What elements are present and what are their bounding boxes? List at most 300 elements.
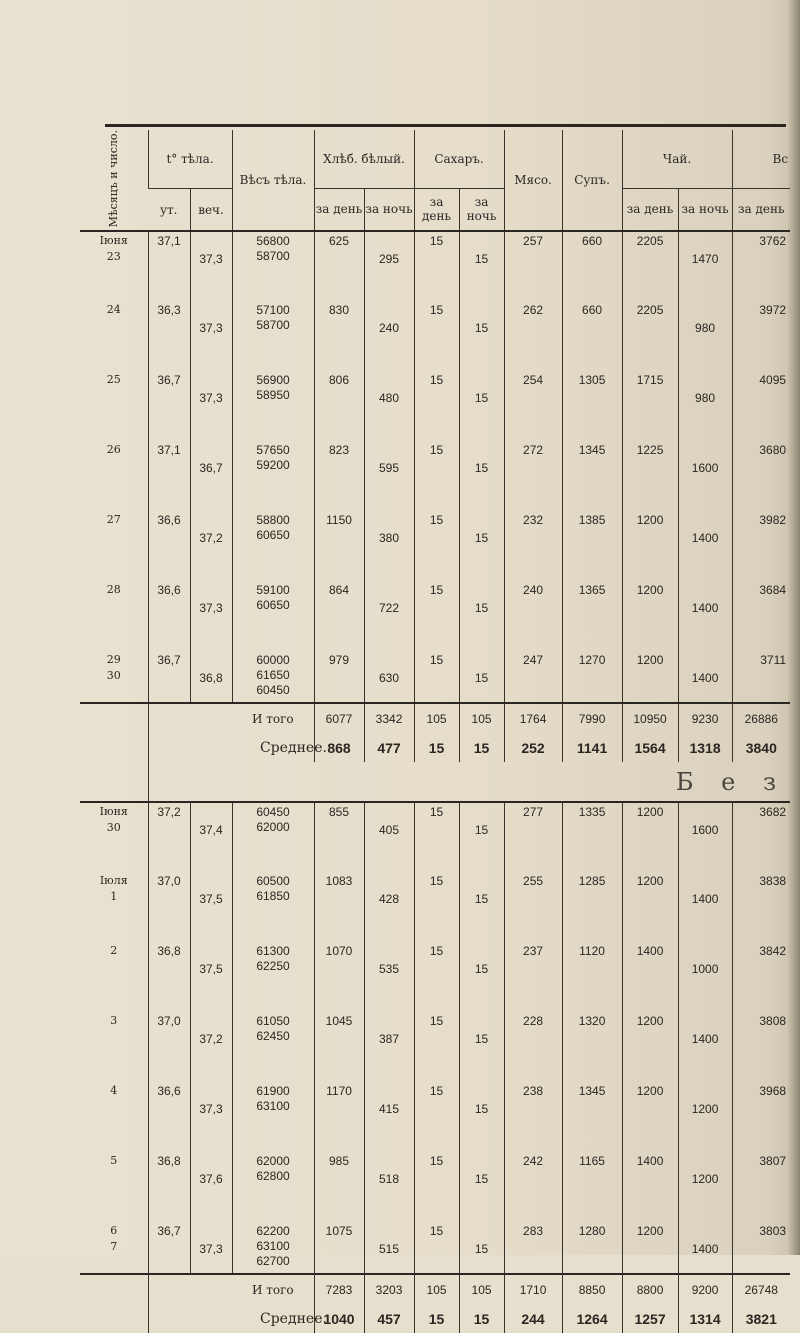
sugar-night-cell: 15 xyxy=(459,581,504,651)
date-cell: Іюня 23 xyxy=(99,234,128,264)
date-cell: 27 xyxy=(106,513,121,527)
col-temp: t° тѣла. xyxy=(148,130,232,188)
sugar-day-average: 15 xyxy=(414,734,459,762)
sugar-day-average: 15 xyxy=(414,1305,459,1333)
bread-night-cell: 480 xyxy=(364,371,414,441)
weight-value: 60450 xyxy=(256,805,290,820)
sugar-night-cell: 15 xyxy=(459,231,504,301)
temp-evening-cell: 37,3 xyxy=(190,371,232,441)
bread-day-cell: 1075 xyxy=(314,1222,364,1274)
tea-day-cell: 1200 xyxy=(622,651,678,703)
weight-value: 61900 xyxy=(256,1084,290,1099)
sugar-night-cell: 15 xyxy=(459,301,504,371)
tea-night-cell: 1400 xyxy=(678,511,732,581)
temp-evening-cell: 37,3 xyxy=(190,581,232,651)
table-row xyxy=(80,1152,790,1222)
col-sugar-day: за день xyxy=(414,188,459,231)
water-day-cell: 3762 xyxy=(732,231,790,301)
tea-night-cell: 980 xyxy=(678,301,732,371)
sugar-night-cell: 15 xyxy=(459,1082,504,1152)
table-row xyxy=(80,802,790,872)
date-cell: 24 xyxy=(106,303,121,317)
bread-night-cell: 515 xyxy=(364,1222,414,1274)
sugar-night-cell: 15 xyxy=(459,441,504,511)
bread-night-total: 3203 xyxy=(364,1274,414,1305)
meat-cell: 277 xyxy=(504,802,562,872)
tea-day-cell: 1225 xyxy=(622,441,678,511)
empty-cell xyxy=(80,703,148,734)
empty-cell xyxy=(80,734,148,762)
temp-morning-cell: 36,8 xyxy=(148,942,190,1012)
tea-day-cell: 1200 xyxy=(622,581,678,651)
sugar-night-average: 15 xyxy=(459,734,504,762)
soup-total: 7990 xyxy=(562,703,622,734)
meat-cell: 237 xyxy=(504,942,562,1012)
sugar-night-cell: 15 xyxy=(459,371,504,441)
temp-evening-cell: 37,3 xyxy=(190,231,232,301)
weight-value: 61850 xyxy=(256,889,290,904)
meat-average: 244 xyxy=(504,1305,562,1333)
tea-day-cell: 1200 xyxy=(622,802,678,872)
total-label: И того xyxy=(190,1274,314,1305)
temp-evening-cell: 37,3 xyxy=(190,1222,232,1274)
meat-cell: 283 xyxy=(504,1222,562,1274)
tea-night-cell: 1470 xyxy=(678,231,732,301)
table-row xyxy=(80,231,790,301)
total-row xyxy=(80,703,790,734)
weight-value: 61050 xyxy=(256,1014,290,1029)
sugar-day-cell: 15 xyxy=(414,651,459,703)
temp-morning-cell: 36,7 xyxy=(148,1222,190,1274)
temp-morning-cell: 36,3 xyxy=(148,301,190,371)
tea-night-cell: 1400 xyxy=(678,581,732,651)
tea-night-average: 1314 xyxy=(678,1305,732,1333)
date-cell: 29 30 xyxy=(106,653,121,683)
weight-cell xyxy=(232,301,314,371)
total-label: И того xyxy=(190,703,314,734)
sugar-day-total: 105 xyxy=(414,703,459,734)
weight-value: 62800 xyxy=(256,1169,290,1184)
weight-value: 62000 xyxy=(256,1154,290,1169)
meat-cell: 238 xyxy=(504,1082,562,1152)
bread-night-cell: 518 xyxy=(364,1152,414,1222)
date-cell: 28 xyxy=(106,583,121,597)
bread-night-cell: 415 xyxy=(364,1082,414,1152)
weight-cell xyxy=(232,651,314,703)
col-bread: Хлѣб. бѣлый. xyxy=(314,130,414,188)
tea-day-average: 1257 xyxy=(622,1305,678,1333)
tea-day-total: 10950 xyxy=(622,703,678,734)
average-label: Среднее. xyxy=(260,740,327,757)
bread-day-total: 6077 xyxy=(314,703,364,734)
temp-morning-cell: 37,0 xyxy=(148,872,190,942)
weight-value: 58950 xyxy=(256,388,290,403)
empty-cell xyxy=(80,1274,148,1305)
water-day-cell: 3680 xyxy=(732,441,790,511)
temp-evening-cell: 37,2 xyxy=(190,1012,232,1082)
meat-cell: 228 xyxy=(504,1012,562,1082)
empty-cell xyxy=(148,703,190,734)
water-day-cell: 3682 xyxy=(732,802,790,872)
bread-day-cell: 864 xyxy=(314,581,364,651)
bread-day-cell: 985 xyxy=(314,1152,364,1222)
col-bread-night: за ночь xyxy=(364,188,414,231)
weight-value: 60000 xyxy=(256,653,290,668)
weight-value: 63100 xyxy=(256,1099,290,1114)
tea-day-cell: 1200 xyxy=(622,511,678,581)
tea-day-cell: 1200 xyxy=(622,1012,678,1082)
water-day-average: 3821 xyxy=(732,1305,790,1333)
sugar-night-total: 105 xyxy=(459,703,504,734)
date-cell: 2 xyxy=(110,944,118,958)
tea-day-cell: 1400 xyxy=(622,942,678,1012)
bread-night-cell: 240 xyxy=(364,301,414,371)
col-water-day: за день xyxy=(732,188,790,231)
bread-night-cell: 387 xyxy=(364,1012,414,1082)
sugar-night-total: 105 xyxy=(459,1274,504,1305)
sugar-day-cell: 15 xyxy=(414,942,459,1012)
date-cell: 4 xyxy=(110,1084,118,1098)
date-cell: 3 xyxy=(110,1014,118,1028)
weight-cell xyxy=(232,371,314,441)
bread-day-cell: 806 xyxy=(314,371,364,441)
weight-cell xyxy=(232,1152,314,1222)
temp-evening-cell: 37,4 xyxy=(190,802,232,872)
temp-morning-cell: 36,6 xyxy=(148,1082,190,1152)
weight-cell xyxy=(232,511,314,581)
tea-night-cell: 980 xyxy=(678,371,732,441)
soup-cell: 1345 xyxy=(562,1082,622,1152)
date-cell: 5 xyxy=(110,1154,118,1168)
sugar-night-cell: 15 xyxy=(459,511,504,581)
temp-evening-cell: 36,8 xyxy=(190,651,232,703)
tea-night-average: 1318 xyxy=(678,734,732,762)
weight-value: 62250 xyxy=(256,959,290,974)
weight-cell xyxy=(232,1222,314,1274)
weight-value: 61300 xyxy=(256,944,290,959)
table-row xyxy=(80,581,790,651)
sugar-day-cell: 15 xyxy=(414,231,459,301)
tea-night-cell: 1400 xyxy=(678,872,732,942)
soup-cell: 1345 xyxy=(562,441,622,511)
weight-value: 60500 xyxy=(256,874,290,889)
meat-cell: 255 xyxy=(504,872,562,942)
sugar-night-average: 15 xyxy=(459,1305,504,1333)
tea-night-cell: 1200 xyxy=(678,1082,732,1152)
bread-day-cell: 1083 xyxy=(314,872,364,942)
temp-morning-cell: 36,6 xyxy=(148,581,190,651)
tea-day-cell: 2205 xyxy=(622,231,678,301)
bread-day-cell: 1150 xyxy=(314,511,364,581)
weight-value: 58700 xyxy=(256,318,290,333)
temp-evening-cell: 37,5 xyxy=(190,872,232,942)
tea-day-cell: 1200 xyxy=(622,872,678,942)
weight-value: 56900 xyxy=(256,373,290,388)
soup-cell: 1320 xyxy=(562,1012,622,1082)
weight-value: 62200 xyxy=(256,1224,290,1239)
bread-day-total: 7283 xyxy=(314,1274,364,1305)
tea-night-cell: 1400 xyxy=(678,1222,732,1274)
weight-value: 60450 xyxy=(256,683,290,698)
weight-value: 62450 xyxy=(256,1029,290,1044)
temp-evening-cell: 37,2 xyxy=(190,511,232,581)
bread-night-cell: 380 xyxy=(364,511,414,581)
water-day-cell: 3982 xyxy=(732,511,790,581)
table-row xyxy=(80,872,790,942)
date-cell: 25 xyxy=(106,373,121,387)
weight-cell xyxy=(232,872,314,942)
divider-row xyxy=(80,762,790,802)
weight-cell xyxy=(232,581,314,651)
soup-cell: 1280 xyxy=(562,1222,622,1274)
col-water: Вс xyxy=(732,130,790,188)
tea-day-cell: 1400 xyxy=(622,1152,678,1222)
date-cell: Іюня 30 xyxy=(80,802,148,872)
data-table xyxy=(80,130,790,1333)
water-day-cell: 3972 xyxy=(732,301,790,371)
empty-cell xyxy=(148,1274,190,1305)
tea-night-cell: 1600 xyxy=(678,441,732,511)
temp-evening-cell: 36,7 xyxy=(190,441,232,511)
sugar-day-cell: 15 xyxy=(414,802,459,872)
sugar-night-cell: 15 xyxy=(459,1152,504,1222)
bread-day-cell: 1045 xyxy=(314,1012,364,1082)
table-row xyxy=(80,301,790,371)
weight-cell xyxy=(232,1012,314,1082)
temp-evening-cell: 37,3 xyxy=(190,301,232,371)
average-row xyxy=(80,734,790,762)
col-sugar-night: за ночь xyxy=(459,188,504,231)
sugar-night-cell: 15 xyxy=(459,872,504,942)
tea-day-average: 1564 xyxy=(622,734,678,762)
date-cell: 26 xyxy=(106,443,121,457)
tea-night-cell: 1200 xyxy=(678,1152,732,1222)
col-soup: Супъ. xyxy=(562,130,622,231)
meat-cell: 232 xyxy=(504,511,562,581)
soup-cell: 660 xyxy=(562,231,622,301)
meat-cell: 262 xyxy=(504,301,562,371)
bread-night-cell: 630 xyxy=(364,651,414,703)
weight-value: 61650 xyxy=(256,668,290,683)
col-bread-day: за день xyxy=(314,188,364,231)
bread-night-cell: 295 xyxy=(364,231,414,301)
date-cell: 6 7 xyxy=(110,1224,118,1254)
total-row xyxy=(80,1274,790,1305)
temp-morning-cell: 37,1 xyxy=(148,231,190,301)
weight-value: 62700 xyxy=(256,1254,290,1269)
weight-value: 57650 xyxy=(256,443,290,458)
soup-cell: 1305 xyxy=(562,371,622,441)
weight-value: 58700 xyxy=(256,249,290,264)
bread-night-cell: 405 xyxy=(364,802,414,872)
water-day-cell: 3807 xyxy=(732,1152,790,1222)
sugar-day-cell: 15 xyxy=(414,301,459,371)
soup-cell: 1120 xyxy=(562,942,622,1012)
water-day-cell: 3808 xyxy=(732,1012,790,1082)
soup-cell: 1335 xyxy=(562,802,622,872)
weight-value: 57100 xyxy=(256,303,290,318)
temp-evening-cell: 37,6 xyxy=(190,1152,232,1222)
table-row xyxy=(80,441,790,511)
sugar-night-cell: 15 xyxy=(459,942,504,1012)
soup-cell: 1285 xyxy=(562,872,622,942)
soup-cell: 660 xyxy=(562,301,622,371)
sugar-day-cell: 15 xyxy=(414,371,459,441)
meat-cell: 240 xyxy=(504,581,562,651)
soup-cell: 1165 xyxy=(562,1152,622,1222)
sugar-day-cell: 15 xyxy=(414,511,459,581)
table-row xyxy=(80,511,790,581)
col-temp-morning: ут. xyxy=(148,188,190,231)
tea-day-cell: 2205 xyxy=(622,301,678,371)
table-row xyxy=(80,1012,790,1082)
weight-value: 56800 xyxy=(256,234,290,249)
tea-night-total: 9200 xyxy=(678,1274,732,1305)
meat-cell: 257 xyxy=(504,231,562,301)
water-day-average: 3840 xyxy=(732,734,790,762)
sugar-day-cell: 15 xyxy=(414,441,459,511)
bread-day-cell: 1070 xyxy=(314,942,364,1012)
weight-cell xyxy=(232,231,314,301)
bread-night-total: 3342 xyxy=(364,703,414,734)
table-row xyxy=(80,1082,790,1152)
water-day-cell: 3803 xyxy=(732,1222,790,1274)
bread-day-cell: 823 xyxy=(314,441,364,511)
empty-cell xyxy=(80,1305,148,1333)
sugar-day-cell: 15 xyxy=(414,1222,459,1274)
water-day-cell: 3684 xyxy=(732,581,790,651)
weight-value: 62000 xyxy=(256,820,290,835)
soup-average: 1264 xyxy=(562,1305,622,1333)
bread-night-cell: 595 xyxy=(364,441,414,511)
meat-cell: 254 xyxy=(504,371,562,441)
date-cell: Іюля 1 xyxy=(99,874,128,904)
sugar-night-cell: 15 xyxy=(459,802,504,872)
weight-value: 63100 xyxy=(256,1239,290,1254)
sugar-day-cell: 15 xyxy=(414,872,459,942)
table-row xyxy=(80,371,790,441)
bread-day-cell: 1170 xyxy=(314,1082,364,1152)
tea-night-cell: 1000 xyxy=(678,942,732,1012)
empty-cell xyxy=(148,762,190,802)
empty-cell xyxy=(148,734,190,762)
temp-morning-cell: 37,0 xyxy=(148,1012,190,1082)
col-temp-evening: веч. xyxy=(190,188,232,231)
soup-total: 8850 xyxy=(562,1274,622,1305)
bread-day-average: 868 xyxy=(314,734,364,762)
header-rule xyxy=(105,124,786,127)
bread-night-cell: 535 xyxy=(364,942,414,1012)
col-month-day: Мѣсяцъ и число. xyxy=(80,130,148,231)
weight-cell xyxy=(232,802,314,872)
col-tea-day: за день xyxy=(622,188,678,231)
weight-cell xyxy=(232,441,314,511)
meat-average: 252 xyxy=(504,734,562,762)
sugar-day-cell: 15 xyxy=(414,1152,459,1222)
meat-cell: 247 xyxy=(504,651,562,703)
temp-morning-cell: 36,8 xyxy=(148,1152,190,1222)
table-row xyxy=(80,1222,790,1274)
bread-day-cell: 979 xyxy=(314,651,364,703)
temp-morning-cell: 37,2 xyxy=(148,802,190,872)
tea-day-cell: 1200 xyxy=(622,1082,678,1152)
col-tea-night: за ночь xyxy=(678,188,732,231)
bread-night-cell: 722 xyxy=(364,581,414,651)
tea-night-cell: 1400 xyxy=(678,651,732,703)
water-day-total: 26886 xyxy=(732,703,790,734)
meat-cell: 242 xyxy=(504,1152,562,1222)
tea-night-cell: 1600 xyxy=(678,802,732,872)
temp-morning-cell: 36,6 xyxy=(148,511,190,581)
bread-day-cell: 855 xyxy=(314,802,364,872)
sugar-day-cell: 15 xyxy=(414,581,459,651)
weight-value: 60650 xyxy=(256,598,290,613)
average-row xyxy=(80,1305,790,1333)
temp-evening-cell: 37,5 xyxy=(190,942,232,1012)
sugar-day-total: 105 xyxy=(414,1274,459,1305)
table-row xyxy=(80,651,790,703)
bread-night-average: 477 xyxy=(364,734,414,762)
sugar-night-cell: 15 xyxy=(459,1222,504,1274)
col-sugar: Сахаръ. xyxy=(414,130,504,188)
weight-value: 59200 xyxy=(256,458,290,473)
tea-day-cell: 1715 xyxy=(622,371,678,441)
bread-night-average: 457 xyxy=(364,1305,414,1333)
meat-cell: 272 xyxy=(504,441,562,511)
temp-evening-cell: 37,3 xyxy=(190,1082,232,1152)
temp-morning-cell: 36,7 xyxy=(148,651,190,703)
soup-average: 1141 xyxy=(562,734,622,762)
empty-cell xyxy=(80,762,148,802)
col-meat: Мясо. xyxy=(504,130,562,231)
water-day-cell: 3711 xyxy=(732,651,790,703)
water-day-total: 26748 xyxy=(732,1274,790,1305)
col-weight: Вѣсъ тѣла. xyxy=(232,130,314,231)
soup-cell: 1385 xyxy=(562,511,622,581)
bread-day-cell: 625 xyxy=(314,231,364,301)
temp-morning-cell: 37,1 xyxy=(148,441,190,511)
tea-night-cell: 1400 xyxy=(678,1012,732,1082)
weight-value: 59100 xyxy=(256,583,290,598)
weight-value: 58800 xyxy=(256,513,290,528)
bread-night-cell: 428 xyxy=(364,872,414,942)
sugar-night-cell: 15 xyxy=(459,651,504,703)
empty-cell xyxy=(148,1305,190,1333)
water-day-cell: 3842 xyxy=(732,942,790,1012)
tea-night-total: 9230 xyxy=(678,703,732,734)
sugar-day-cell: 15 xyxy=(414,1012,459,1082)
temp-morning-cell: 36,7 xyxy=(148,371,190,441)
weight-cell xyxy=(232,1082,314,1152)
soup-cell: 1270 xyxy=(562,651,622,703)
water-day-cell: 3968 xyxy=(732,1082,790,1152)
bread-day-cell: 830 xyxy=(314,301,364,371)
average-label: Среднее. xyxy=(260,1311,327,1328)
section-divider: Б е з xyxy=(675,767,787,796)
sugar-day-cell: 15 xyxy=(414,1082,459,1152)
weight-cell xyxy=(232,942,314,1012)
soup-cell: 1365 xyxy=(562,581,622,651)
col-tea: Чай. xyxy=(622,130,732,188)
tea-day-cell: 1200 xyxy=(622,1222,678,1274)
meat-total: 1764 xyxy=(504,703,562,734)
weight-value: 60650 xyxy=(256,528,290,543)
water-day-cell: 4095 xyxy=(732,371,790,441)
meat-total: 1710 xyxy=(504,1274,562,1305)
sugar-night-cell: 15 xyxy=(459,1012,504,1082)
tea-day-total: 8800 xyxy=(622,1274,678,1305)
water-day-cell: 3838 xyxy=(732,872,790,942)
